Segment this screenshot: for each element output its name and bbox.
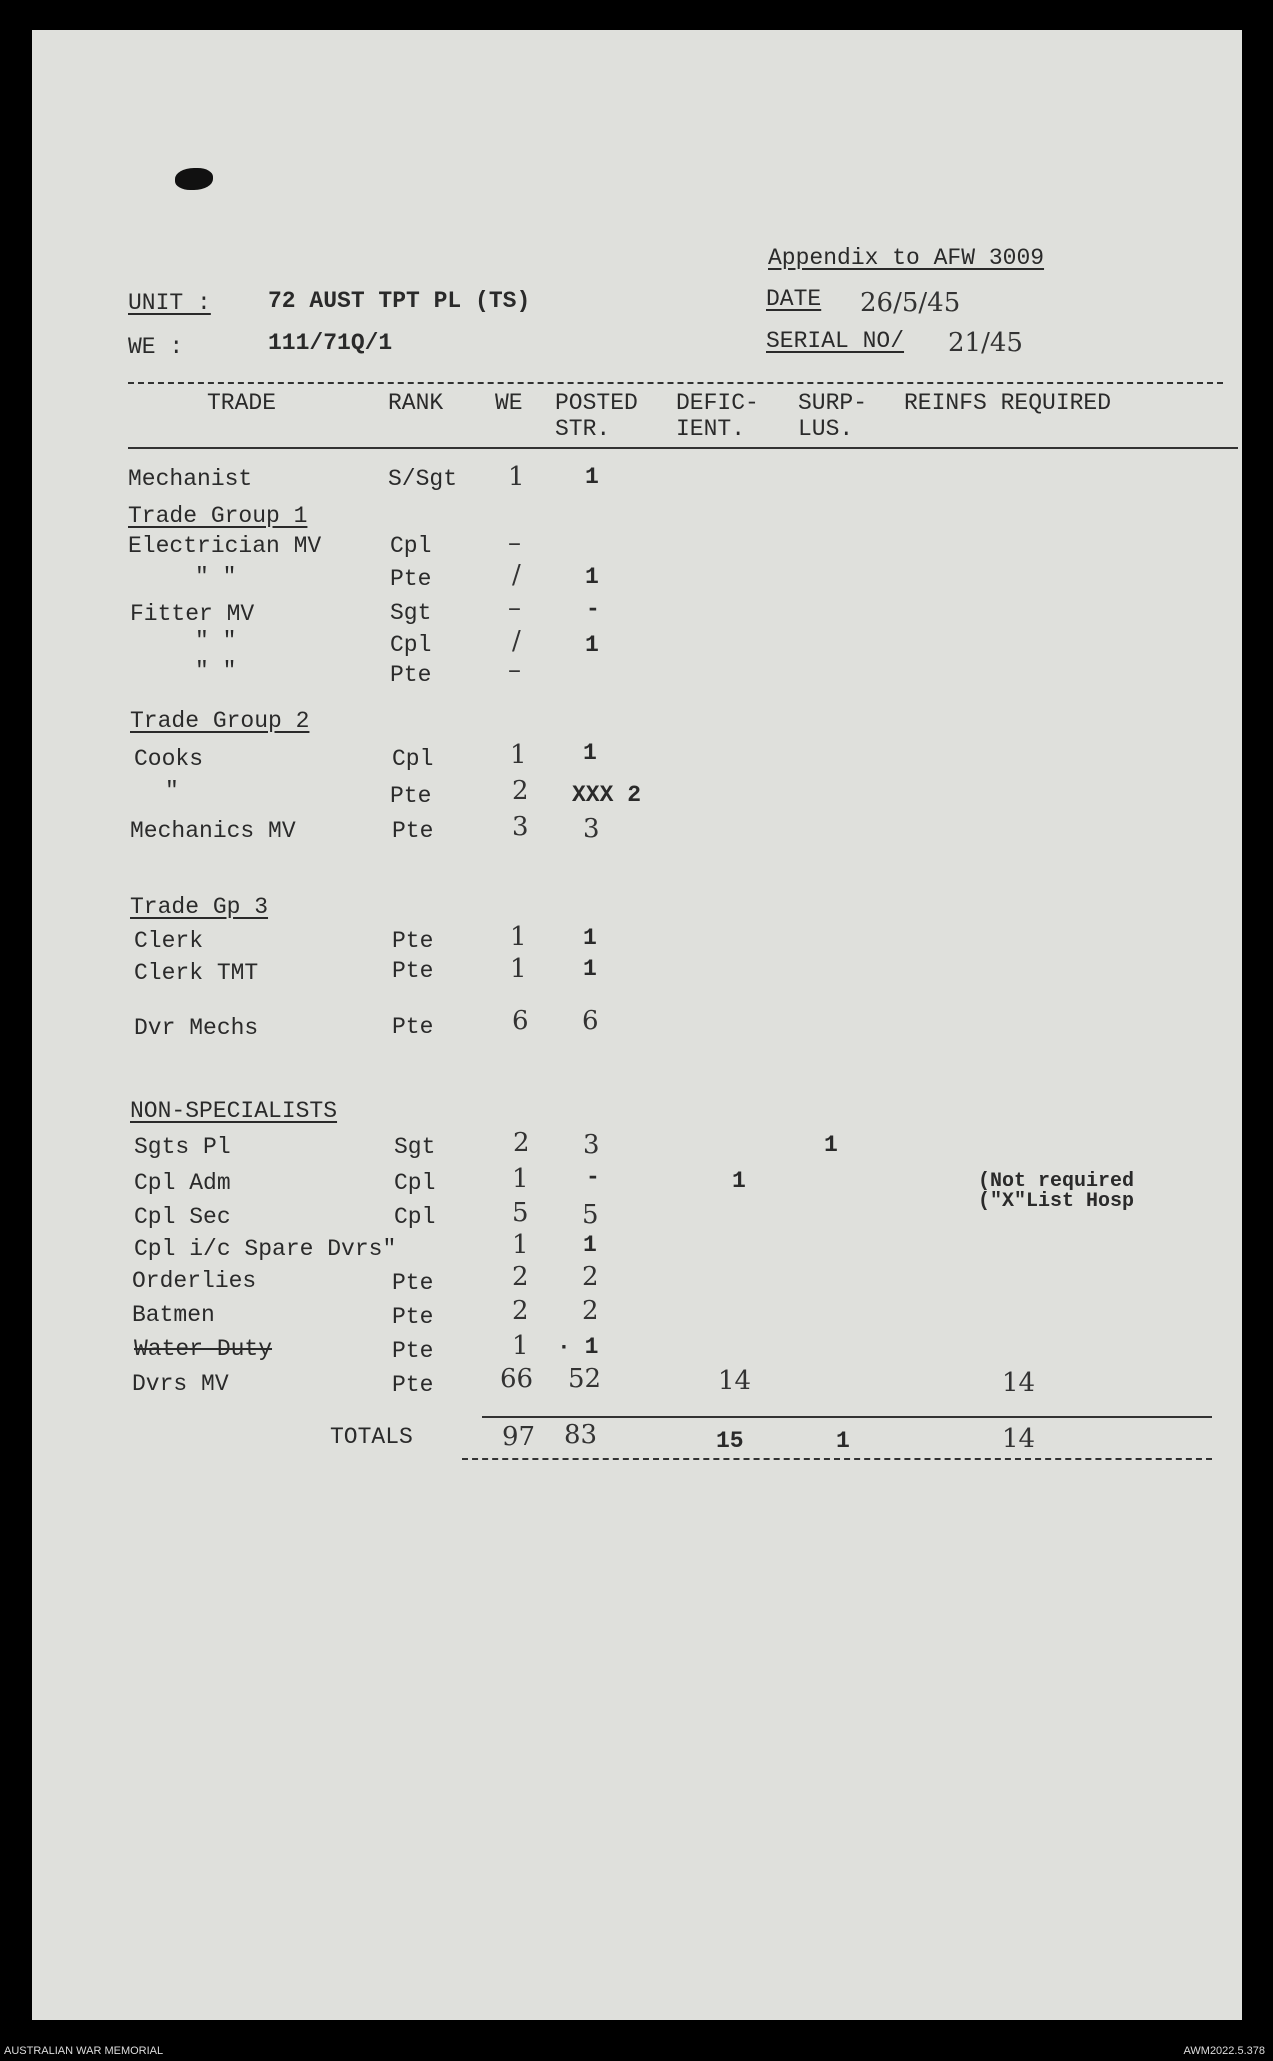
row-posted: 52 (568, 1364, 602, 1394)
col-defic: DEFIC- (676, 390, 759, 416)
serial-label: SERIAL NO/ (766, 328, 905, 354)
row-rank: Pte (392, 1338, 434, 1364)
row-trade: Orderlies (132, 1268, 257, 1294)
punch-hole (175, 168, 213, 190)
col-rank: RANK (388, 390, 444, 416)
row-posted: - (586, 1164, 600, 1190)
row-reinf: 14 (1002, 1368, 1036, 1398)
row-posted: 6 (582, 1006, 599, 1036)
totals-surp: 1 (836, 1428, 850, 1454)
row-rank: Cpl (394, 1170, 436, 1196)
row-rank: Pte (390, 662, 432, 688)
row-we: – (508, 593, 521, 623)
row-trade: Mechanist (128, 466, 253, 492)
col-surp: SURP- (798, 390, 868, 416)
row-trade: " " (195, 628, 237, 654)
row-rank: Pte (392, 1270, 434, 1296)
row-we: 2 (512, 1262, 529, 1292)
group-heading-1: Trade Group 1 (128, 503, 308, 529)
row-we: 1 (510, 740, 527, 770)
row-posted: 1 (583, 956, 597, 982)
row-trade: Cpl i/c Spare Dvrs" (134, 1236, 397, 1262)
row-posted: 1 (583, 925, 597, 951)
row-trade: Dvr Mechs (134, 1015, 259, 1041)
totals-posted: 83 (564, 1420, 598, 1450)
date-value: 26/5/45 (860, 288, 961, 318)
row-surp: 1 (824, 1132, 838, 1158)
row-we: 5 (512, 1198, 529, 1228)
row-posted: 2 (582, 1296, 599, 1326)
row-trade: Water Duty (134, 1336, 273, 1362)
row-rank: Pte (392, 1014, 434, 1040)
row-we: – (508, 655, 521, 685)
row-posted: 1 (585, 632, 599, 658)
date-label: DATE (766, 286, 822, 312)
footer-archive: AUSTRALIAN WAR MEMORIAL (4, 2045, 164, 2057)
we-label: WE : (128, 334, 184, 360)
row-rank: Cpl (394, 1204, 436, 1230)
row-trade: " " (195, 658, 237, 684)
row-we: / (512, 626, 521, 656)
row-rank: Cpl (390, 533, 432, 559)
totals-reinf: 14 (1002, 1424, 1036, 1454)
row-defic: 14 (718, 1366, 752, 1396)
row-trade: Sgts Pl (134, 1134, 231, 1160)
we-value: 111/71Q/1 (268, 330, 393, 356)
row-posted: - (586, 596, 600, 622)
row-rank: Pte (392, 818, 434, 844)
row-trade: " " (195, 564, 237, 590)
row-rank: Sgt (394, 1134, 436, 1160)
row-trade: Cooks (134, 746, 204, 772)
serial-value: 21/45 (948, 328, 1023, 358)
row-trade: Dvrs MV (132, 1371, 229, 1397)
row-rank: Pte (390, 566, 432, 592)
row-rank: Pte (392, 1372, 434, 1398)
col-defic-2: IENT. (676, 416, 746, 442)
note-line-2: ("X"List Hosp (978, 1190, 1135, 1213)
row-rank: Pte (392, 958, 434, 984)
row-rank: Cpl (390, 632, 432, 658)
totals-label: TOTALS (330, 1424, 413, 1450)
row-we: 66 (500, 1364, 534, 1394)
group-heading-3: Trade Gp 3 (130, 894, 269, 920)
row-rank: Pte (390, 783, 432, 809)
row-we: 1 (510, 922, 527, 952)
col-trade: TRADE (207, 390, 277, 416)
row-we: 1 (508, 462, 525, 492)
col-reinfs: REINFS REQUIRED (904, 390, 1112, 416)
row-rank: Pte (392, 928, 434, 954)
row-we: – (508, 528, 521, 558)
row-trade: Mechanics MV (130, 818, 296, 844)
group-heading-2: Trade Group 2 (130, 708, 310, 734)
row-posted: 5 (582, 1200, 599, 1230)
row-trade: Electrician MV (128, 533, 322, 559)
appendix-title: Appendix to AFW 3009 (768, 245, 1045, 271)
row-posted: 1 (583, 740, 597, 766)
totals-we: 97 (502, 1422, 536, 1452)
footer-reference: AWM2022.5.378 (1183, 2045, 1265, 2057)
row-posted: 1 (585, 564, 599, 590)
totals-rule-bottom (462, 1458, 1212, 1460)
row-rank: Pte (392, 1304, 434, 1330)
row-trade: " (165, 778, 179, 804)
row-trade: Cpl Adm (134, 1170, 231, 1196)
note-line-1: (Not required (978, 1170, 1135, 1193)
group-heading-ns: NON-SPECIALISTS (130, 1098, 338, 1124)
col-we: WE (495, 390, 523, 416)
row-trade: Fitter MV (130, 601, 255, 627)
row-posted: · 1 (557, 1334, 599, 1360)
totals-defic: 15 (716, 1428, 744, 1454)
row-rank: S/Sgt (388, 466, 458, 492)
totals-rule-top (482, 1416, 1212, 1418)
col-surp-2: LUS. (798, 416, 854, 442)
row-we: 2 (512, 776, 529, 806)
row-we: 3 (512, 812, 529, 842)
unit-value: 72 AUST TPT PL (TS) (268, 288, 531, 314)
row-we: 1 (512, 1331, 529, 1361)
row-rank: Cpl (392, 746, 434, 772)
row-defic: 1 (732, 1168, 746, 1194)
row-trade: Clerk TMT (134, 960, 259, 986)
row-trade: Batmen (132, 1302, 215, 1328)
row-we: 1 (512, 1230, 529, 1260)
row-trade: Clerk (134, 928, 204, 954)
row-posted: 1 (583, 1232, 597, 1258)
header-rule-bottom (128, 447, 1238, 449)
header-rule-top (128, 382, 1223, 384)
row-we: 2 (512, 1296, 529, 1326)
row-we: 1 (510, 954, 527, 984)
row-posted: XXX 2 (572, 782, 642, 808)
row-we: / (512, 560, 521, 590)
row-posted: 2 (582, 1262, 599, 1292)
unit-label: UNIT : (128, 290, 211, 316)
row-we: 1 (512, 1164, 529, 1194)
row-we: 6 (512, 1006, 529, 1036)
row-trade: Cpl Sec (134, 1204, 231, 1230)
col-posted-2: STR. (555, 416, 611, 442)
row-posted: 3 (583, 814, 600, 844)
row-we: 2 (513, 1128, 530, 1158)
col-posted: POSTED (555, 390, 638, 416)
row-posted: 3 (583, 1130, 600, 1160)
row-rank: Sgt (390, 600, 432, 626)
row-posted: 1 (585, 464, 599, 490)
